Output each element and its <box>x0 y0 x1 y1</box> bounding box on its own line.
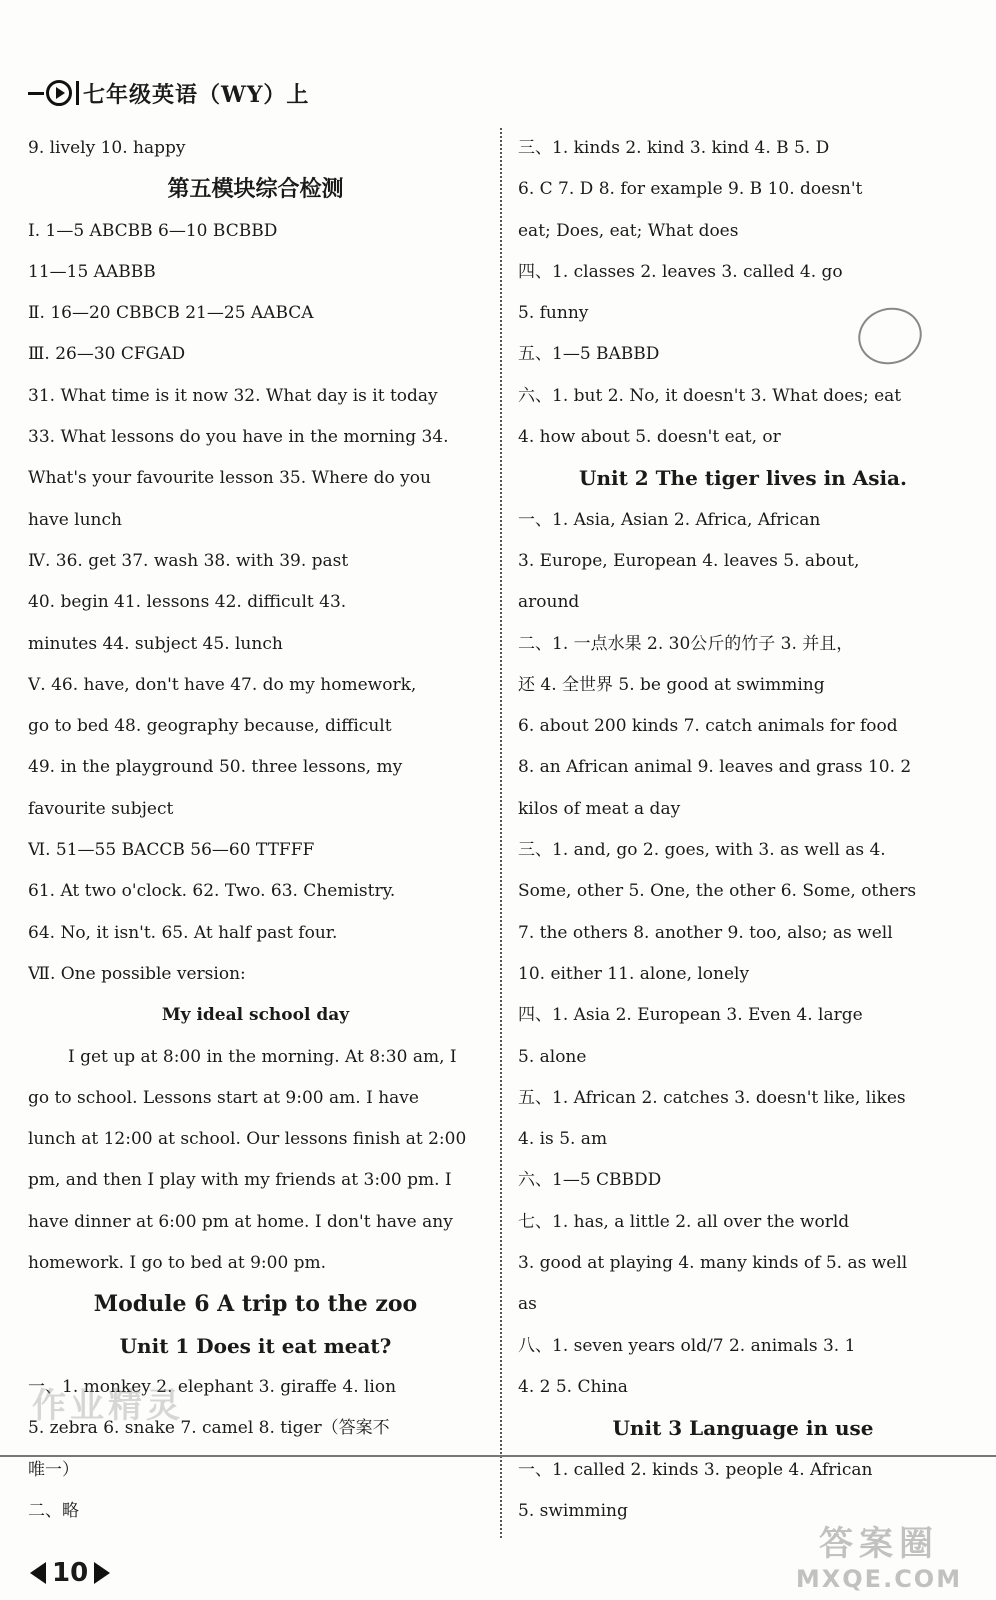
answer-line: 八、1. seven years old/7 2. animals 3. 1 <box>518 1335 856 1356</box>
answer-line: kilos of meat a day <box>518 798 681 819</box>
answer-line: favourite subject <box>28 798 174 819</box>
answer-line: 六、1—5 CBBDD <box>518 1170 662 1191</box>
answer-line: 三、1. kinds 2. kind 3. kind 4. B 5. D <box>518 138 830 158</box>
header-dash <box>28 92 44 95</box>
answer-line: 5. funny <box>518 303 589 324</box>
answer-line: as <box>518 1294 537 1315</box>
answer-line: 61. At two o'clock. 62. Two. 63. Chemistry. <box>28 881 396 902</box>
book-title: 七年级英语（WY）上 <box>83 81 310 108</box>
prev-arrow-icon <box>30 1562 46 1584</box>
column-divider <box>500 128 502 1538</box>
answer-line: Ⅶ. One possible version: <box>28 963 246 984</box>
essay-line: have dinner at 6:00 pm at home. I don't have any <box>28 1211 453 1232</box>
bottom-rule <box>0 1455 996 1457</box>
answer-line: 五、1—5 BABBD <box>518 344 660 365</box>
page-number: 10 <box>52 1558 89 1588</box>
unit-heading: Unit 1 Does it eat meat? <box>119 1333 392 1358</box>
answer-line: 六、1. but 2. No, it doesn't 3. What does; eat <box>518 385 902 406</box>
answer-line: 3. Europe, European 4. leaves 5. about, <box>518 550 860 571</box>
watermark-line1: 答案圈 <box>819 1524 939 1564</box>
answer-line: minutes 44. subject 45. lunch <box>28 633 283 654</box>
answer-line: 3. good at playing 4. many kinds of 5. as well <box>518 1253 908 1274</box>
section-heading: 第五模块综合检测 <box>167 176 344 203</box>
answer-line: What's your favourite lesson 35. Where do you <box>28 468 431 489</box>
module-heading: Module 6 A trip to the zoo <box>93 1291 418 1318</box>
answer-line: 6. C 7. D 8. for example 9. B 10. doesn't <box>518 179 863 200</box>
answer-line: Ⅲ. 26—30 CFGAD <box>28 344 186 365</box>
answer-line: go to bed 48. geography because, difficult <box>28 716 392 737</box>
answer-line: 4. is 5. am <box>518 1129 608 1150</box>
answer-line: 5. swimming <box>518 1500 628 1521</box>
answer-line: 33. What lessons do you have in the morning 34. <box>28 427 449 448</box>
answer-line: 9. lively 10. happy <box>28 138 186 158</box>
page-header <box>28 76 328 110</box>
header-bar <box>76 81 79 105</box>
answer-line: 31. What time is it now 32. What day is it today <box>28 385 438 406</box>
play-logo-icon <box>46 80 72 106</box>
answer-line: Ⅳ. 36. get 37. wash 38. with 39. past <box>28 550 349 571</box>
answer-line: Ⅰ. 1—5 ABCBB 6—10 BCBBD <box>28 220 278 241</box>
answer-line: Ⅴ. 46. have, don't have 47. do my homework, <box>28 674 417 695</box>
unit-heading: Unit 3 Language in use <box>612 1416 874 1441</box>
watermark <box>784 1516 974 1593</box>
answer-line: 还 4. 全世界 5. be good at swimming <box>518 674 825 695</box>
answer-line: Ⅱ. 16—20 CBBCB 21—25 AABCA <box>28 303 314 324</box>
answer-line: 8. an African animal 9. leaves and grass 10. 2 <box>518 757 912 778</box>
essay-line: go to school. Lessons start at 9:00 am. I have <box>28 1087 419 1108</box>
answer-line: 4. 2 5. China <box>518 1376 628 1397</box>
left-column <box>28 128 483 1532</box>
answer-line: 64. No, it isn't. 65. At half past four. <box>28 922 338 943</box>
answer-line: 49. in the playground 50. three lessons, my <box>28 757 403 778</box>
page-footer <box>30 1556 110 1590</box>
answer-line: eat; Does, eat; What does <box>518 220 739 241</box>
answer-line: 四、1. classes 2. leaves 3. called 4. go <box>518 261 843 282</box>
watermark-left: 作业精灵 <box>32 1386 184 1426</box>
answer-line: 四、1. Asia 2. European 3. Even 4. large <box>518 1005 863 1026</box>
essay-line: pm, and then I play with my friends at 3:00 pm. I <box>28 1170 452 1191</box>
answer-line: 唯一） <box>28 1459 79 1480</box>
answer-line: 五、1. African 2. catches 3. doesn't like, likes <box>518 1087 906 1108</box>
answer-line: 6. about 200 kinds 7. catch animals for food <box>518 716 898 737</box>
essay-line: lunch at 12:00 at school. Our lessons finish at 2:00 <box>28 1129 467 1150</box>
answer-line: 七、1. has, a little 2. all over the world <box>518 1211 850 1232</box>
answer-line: 二、1. 一点水果 2. 30公斤的竹子 3. 并且， <box>518 633 854 654</box>
answer-line: 一、1. monkey 2. elephant 3. giraffe 4. lion <box>28 1376 397 1397</box>
answer-line: 7. the others 8. another 9. too, also; as well <box>518 922 893 943</box>
answer-line: 4. how about 5. doesn't eat, or <box>518 427 781 448</box>
answer-line: 10. either 11. alone, lonely <box>518 963 750 984</box>
watermark-line2: MXQE.COM <box>795 1565 963 1593</box>
answer-line: Ⅵ. 51—55 BACCB 56—60 TTFFF <box>28 840 315 861</box>
next-arrow-icon <box>94 1562 110 1584</box>
essay-title: My ideal school day <box>161 1005 350 1026</box>
answer-line: have lunch <box>28 509 122 530</box>
answer-line: 一、1. Asia, Asian 2. Africa, African <box>518 509 821 530</box>
answer-line: 二、略 <box>28 1500 79 1521</box>
answer-line: 一、1. called 2. kinds 3. people 4. African <box>518 1459 873 1480</box>
essay-line: homework. I go to bed at 9:00 pm. <box>28 1253 327 1274</box>
answer-line: Some, other 5. One, the other 6. Some, others <box>518 881 917 902</box>
answer-line: 40. begin 41. lessons 42. difficult 43. <box>28 592 347 613</box>
unit-heading: Unit 2 The tiger lives in Asia. <box>579 466 907 491</box>
answer-line: 11—15 AABBB <box>28 261 156 282</box>
answer-line: 三、1. and, go 2. goes, with 3. as well as 4. <box>518 840 886 861</box>
answer-line: 5. zebra 6. snake 7. camel 8. tiger（答案不 <box>28 1418 390 1439</box>
answer-line: 5. alone <box>518 1046 587 1067</box>
answer-line: around <box>518 592 580 613</box>
essay-line: I get up at 8:00 in the morning. At 8:30 am, I <box>68 1046 457 1067</box>
